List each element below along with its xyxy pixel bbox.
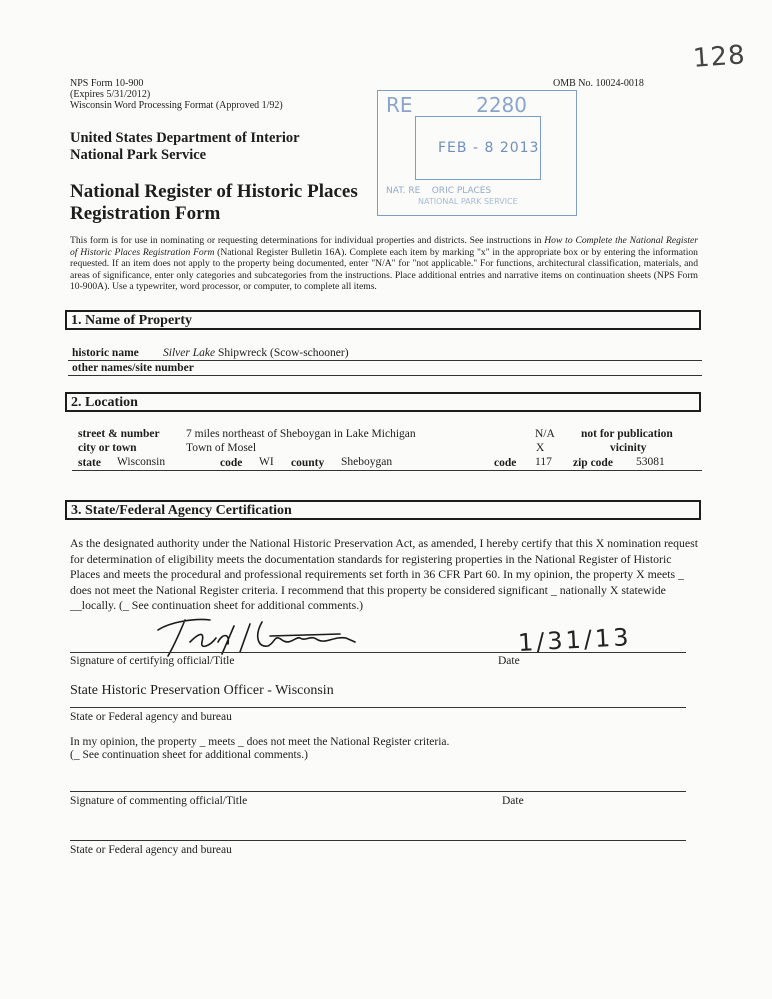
- instructions-text-a: This form is for use in nominating or requesting determinations for individual properties and districts. See instructions in: [70, 235, 545, 246]
- date-label: Date: [498, 655, 520, 667]
- official-title: State Historic Preservation Officer - Wisconsin: [70, 683, 334, 698]
- signature-label: Signature of certifying official/Title: [70, 655, 235, 667]
- state-value: Wisconsin: [117, 456, 166, 468]
- agency-service: National Park Service: [70, 147, 207, 163]
- section-1-heading: 1. Name of Property: [71, 313, 193, 328]
- stamp-date: FEB - 8 2013: [438, 140, 540, 156]
- handwritten-date: 1/31/13: [517, 623, 633, 657]
- state-code-label: code: [220, 457, 243, 469]
- other-names-label: other names/site number: [72, 362, 194, 374]
- form-format: Wisconsin Word Processing Format (Approved 1/92): [70, 100, 283, 111]
- form-subtitle: Registration Form: [70, 203, 221, 224]
- county-label: county: [291, 457, 325, 469]
- stamp-bottom-line-2: NATIONAL PARK SERVICE: [418, 197, 518, 206]
- official-title-line: [70, 707, 686, 708]
- form-expiration: (Expires 5/31/2012): [70, 89, 151, 100]
- historic-name-rest: Shipwreck (Scow-schooner): [215, 347, 349, 359]
- stamp-inner-box: [415, 116, 541, 180]
- section-1-header: [65, 310, 701, 330]
- vicinity-label: vicinity: [610, 442, 647, 454]
- instructions-paragraph: [70, 235, 698, 293]
- historic-name-value: [163, 347, 349, 359]
- state-label: state: [78, 457, 101, 469]
- opinion-line-1: In my opinion, the property _ meets _ does not meet the National Register criteria.: [70, 736, 450, 748]
- instructions-bulletin-title: How to Complete the National Register of Historic Places Registration Form: [70, 235, 698, 258]
- section-2-header: [65, 392, 701, 412]
- zip-label: zip code: [573, 457, 613, 469]
- other-names-rule: [68, 375, 702, 376]
- historic-name-italic: Silver Lake: [163, 347, 216, 359]
- commenting-signature-label: Signature of commenting official/Title: [70, 795, 248, 807]
- section-3-heading: 3. State/Federal Agency Certification: [71, 503, 292, 518]
- vicinity-mark: X: [536, 442, 545, 454]
- section-2-heading: 2. Location: [71, 395, 138, 410]
- stamp-received-number: RE 2280: [386, 93, 528, 117]
- location-rule: [72, 470, 702, 471]
- agency-department: United States Department of Interior: [70, 130, 300, 146]
- commenting-signature-line: [70, 791, 686, 792]
- section-3-header: [65, 500, 701, 520]
- certification-paragraph: As the designated authority under the National Historic Preservation Act, as amended, I hereby certify that this X nomination request for determination of eligibility meets the documentation standards for registering properties in the National Register of Historic Places and meets the procedural and professional requirements set forth in 36 CFR Part 60. In my opinion, the property X meets _ does not meet the National Register criteria. I recommend that this property be considered significant _ nationally X statewide __locally. (_ See continuation sheet for additional comments.): [70, 536, 699, 612]
- street-na: N/A: [535, 428, 555, 440]
- zip-value: 53081: [636, 456, 665, 468]
- not-for-publication-label: not for publication: [581, 428, 673, 440]
- agency2-bureau-label: State or Federal agency and bureau: [70, 844, 232, 856]
- city-label: city or town: [78, 442, 137, 454]
- form-title: National Register of Historic Places: [70, 181, 358, 202]
- commenting-date-label: Date: [502, 795, 524, 807]
- county-code-value: 117: [535, 456, 552, 468]
- state-code-value: WI: [259, 456, 274, 468]
- historic-name-label: historic name: [72, 347, 139, 359]
- stamp-bottom-line-1: NAT. RE ORIC PLACES: [386, 186, 492, 196]
- opinion-line-2: (_ See continuation sheet for additional comments.): [70, 749, 308, 761]
- omb-number: OMB No. 10024-0018: [553, 78, 644, 89]
- county-value: Sheboygan: [341, 456, 393, 468]
- city-value: Town of Mosel: [186, 442, 257, 454]
- agency2-line: [70, 840, 686, 841]
- handwritten-page-number: 128: [692, 40, 747, 74]
- form-number: NPS Form 10-900: [70, 78, 144, 89]
- county-code-label: code: [494, 457, 517, 469]
- historic-name-rule: [68, 360, 702, 361]
- received-stamp: [377, 90, 577, 216]
- street-label: street & number: [78, 428, 160, 440]
- street-value: 7 miles northeast of Sheboygan in Lake Michigan: [186, 428, 416, 440]
- agency-bureau-label: State or Federal agency and bureau: [70, 711, 232, 723]
- instructions-text-b: (National Register Bulletin 16A). Complete each item by marking "x" in the appropriate box or by entering the information requested. If an item does not apply to the property being documented, enter "N/A" for "not applicable." For functions, architectural classification, materials, and areas of significance, enter only categories and subcategories from the instructions. Place additional entries and narrative items on continuation sheets (NPS Form 10-900A). Use a typewriter, word processor, or computer, to complete all items.: [70, 246, 698, 293]
